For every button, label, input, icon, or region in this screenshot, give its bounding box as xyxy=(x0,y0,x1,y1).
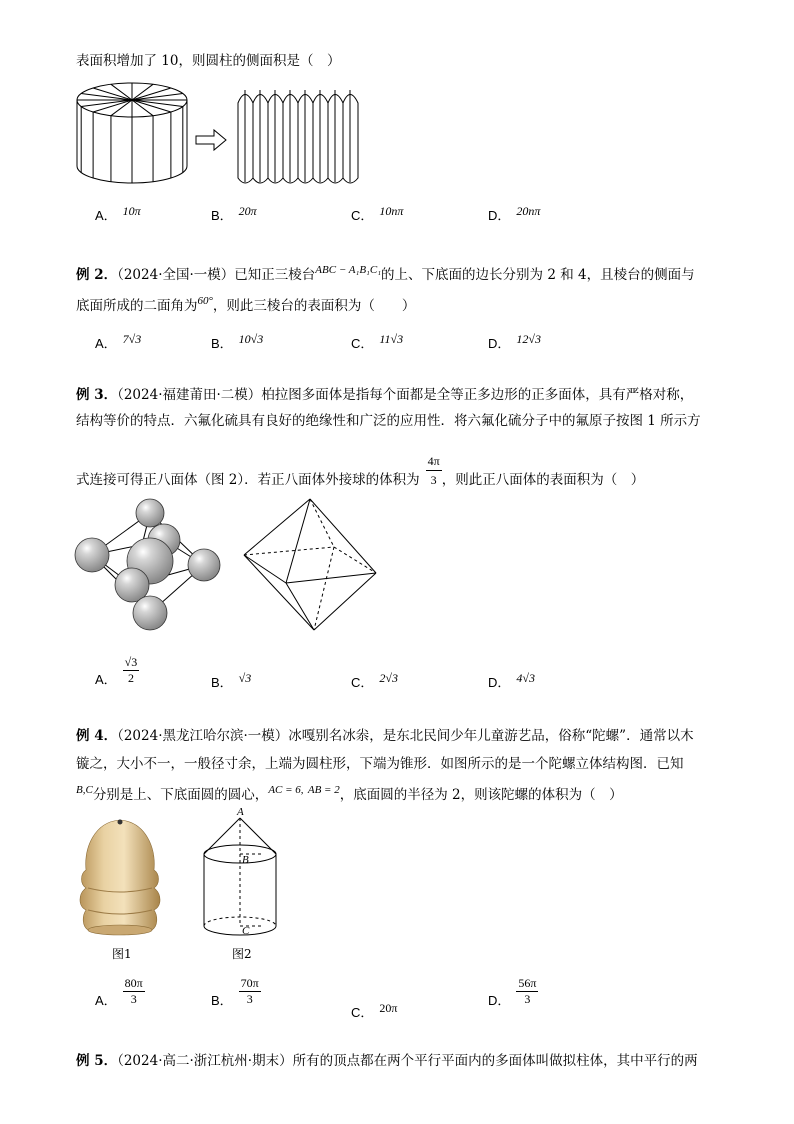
cylinder-radial-line xyxy=(93,88,132,100)
q3-title: 例 3． xyxy=(76,387,118,403)
option-value: 20π xyxy=(238,204,257,218)
point-b-label: B xyxy=(242,854,249,866)
fraction-numerator: 70π xyxy=(240,976,259,990)
q4-line3 xyxy=(76,786,623,805)
figure-1-caption: 图1 xyxy=(112,947,132,961)
option-label: D． xyxy=(488,336,511,351)
q3-fraction xyxy=(426,452,442,489)
option-value: 10nπ xyxy=(379,204,404,218)
q2-line1 xyxy=(76,266,695,285)
figure-2-caption: 图2 xyxy=(232,947,252,961)
q4-math-b: AC = 6, xyxy=(268,784,304,796)
sf6-molecule-figure xyxy=(72,495,232,635)
q2-math-a: ABC − A₁B₁C₁ xyxy=(315,264,382,276)
q2-text-a: （2024·全国·一模）已知正三棱台 xyxy=(117,267,316,283)
option-label: C． xyxy=(351,1005,374,1020)
q4-math-a: B,C xyxy=(76,784,93,796)
q3-text-3b: ，则此正八面体的表面积为（ ） xyxy=(441,472,645,488)
fraction-denominator: 2 xyxy=(127,671,134,685)
option-label: A． xyxy=(95,208,117,223)
option-label: C． xyxy=(351,336,374,351)
option-label: B． xyxy=(211,675,233,690)
option-value: 4√3 xyxy=(516,671,535,685)
option-fraction xyxy=(123,655,140,686)
cylinder-radial-line xyxy=(93,100,132,112)
q5-text-1: （2024·高二·浙江杭州·期末）所有的顶点都在两个平行平面内的多面体叫做拟柱体，其中平行的两 xyxy=(117,1053,698,1069)
option-fraction xyxy=(516,976,538,1007)
q3-option-a[interactable] xyxy=(95,655,139,696)
q2-option-a[interactable] xyxy=(95,333,141,352)
option-fraction xyxy=(239,976,261,1007)
option-value: √3 xyxy=(238,671,252,685)
fraction-numerator: √3 xyxy=(124,655,138,669)
q1-option-c[interactable] xyxy=(351,205,403,224)
q3-text-1: （2024·福建莆田·二模）柏拉图多面体是指每个面都是全等正多边形的正多面体，具有严格对称， xyxy=(117,387,694,403)
q3-option-b[interactable] xyxy=(211,672,251,691)
option-label: A． xyxy=(95,336,117,351)
q5-line1 xyxy=(76,1052,698,1070)
cylinder-radial-line xyxy=(132,100,171,112)
q4-line2: 镟之，大小不一，一般径寸余，上端为圆柱形，下端为锥形．如图所示的是一个陀螺立体结构图．已知 xyxy=(76,756,684,772)
q5-title: 例 5． xyxy=(76,1053,118,1069)
q2-line2 xyxy=(76,297,415,316)
q2-option-b[interactable] xyxy=(211,333,263,352)
octahedron-figure xyxy=(240,495,380,635)
q4-text-3b: ，底面圆的半径为 2，则该陀螺的体积为（ ） xyxy=(339,787,623,803)
option-value: 20π xyxy=(379,1001,398,1015)
q1-option-d[interactable] xyxy=(488,205,540,224)
q2-option-d[interactable] xyxy=(488,333,541,352)
q3-option-c[interactable] xyxy=(351,672,398,691)
point-a-label: A xyxy=(237,806,244,818)
q4-title: 例 4． xyxy=(76,728,118,744)
cylinder-figure xyxy=(74,78,374,193)
option-value: 10√3 xyxy=(238,332,264,346)
q2-text-b: 的上、下底面的边长分别为 2 和 4，且棱台的侧面与 xyxy=(381,267,695,283)
q2-title: 例 2． xyxy=(76,267,118,283)
option-label: D． xyxy=(488,675,511,690)
option-label: C． xyxy=(351,675,374,690)
q3-option-d[interactable] xyxy=(488,672,535,691)
option-label: B． xyxy=(211,336,233,351)
q4-line1 xyxy=(76,727,694,745)
q4-text-3a: 分别是上、下底面圆的圆心， xyxy=(92,787,269,803)
spinning-top-photo xyxy=(74,818,166,938)
fraction-denominator: 3 xyxy=(246,992,253,1006)
option-label: B． xyxy=(211,993,233,1008)
q1-option-b[interactable] xyxy=(211,205,257,224)
option-label: A． xyxy=(95,993,117,1008)
option-value: 20nπ xyxy=(516,204,541,218)
q2-text-d: ，则此三棱台的表面积为（ ） xyxy=(212,298,416,314)
option-fraction xyxy=(123,976,145,1007)
point-c-label: C xyxy=(242,925,250,937)
option-value: 7√3 xyxy=(122,332,142,346)
q2-option-c[interactable] xyxy=(351,333,403,352)
q4-text-1: （2024·黑龙江哈尔滨·一模）冰嘎别名冰尜，是东北民间少年儿童游艺品，俗称“陀螺”．通常以木 xyxy=(117,728,694,744)
q2-math-b: 60° xyxy=(197,295,213,307)
option-label: B． xyxy=(211,208,233,223)
fraction-denominator: 3 xyxy=(130,992,137,1006)
q3-text-3a: 式连接可得正八面体（图 2）．若正八面体外接球的体积为 xyxy=(76,472,420,488)
option-value: 12√3 xyxy=(516,332,541,346)
option-label: A． xyxy=(95,672,117,687)
q1-text: 表面积增加了 10，则圆柱的侧面积是（ ） xyxy=(76,53,341,69)
q1-option-a[interactable] xyxy=(95,205,141,224)
spinning-top-diagram xyxy=(202,808,282,938)
fraction-denominator: 3 xyxy=(524,992,531,1006)
option-value: 2√3 xyxy=(379,671,398,685)
option-label: D． xyxy=(488,208,511,223)
q4-math-c: AB = 2 xyxy=(307,784,340,796)
q3-line2: 结构等价的特点．六氟化硫具有良好的绝缘性和广泛的应用性．将六氟化硫分子中的氟原子按图 1 所示方 xyxy=(76,413,701,429)
cylinder-radial-line xyxy=(132,88,171,100)
option-label: C． xyxy=(351,208,374,223)
q2-text-c: 底面所成的二面角为 xyxy=(76,298,198,314)
q4-option-c[interactable] xyxy=(351,1002,397,1021)
fraction-numerator: 80π xyxy=(124,976,143,990)
fraction-denominator: 3 xyxy=(430,473,437,487)
option-value: 10π xyxy=(122,204,141,218)
fraction-numerator: 4π xyxy=(426,452,442,471)
option-value: 11√3 xyxy=(379,332,404,346)
fraction-numerator: 56π xyxy=(518,976,537,990)
option-label: D． xyxy=(488,993,511,1008)
q3-line1 xyxy=(76,386,693,404)
